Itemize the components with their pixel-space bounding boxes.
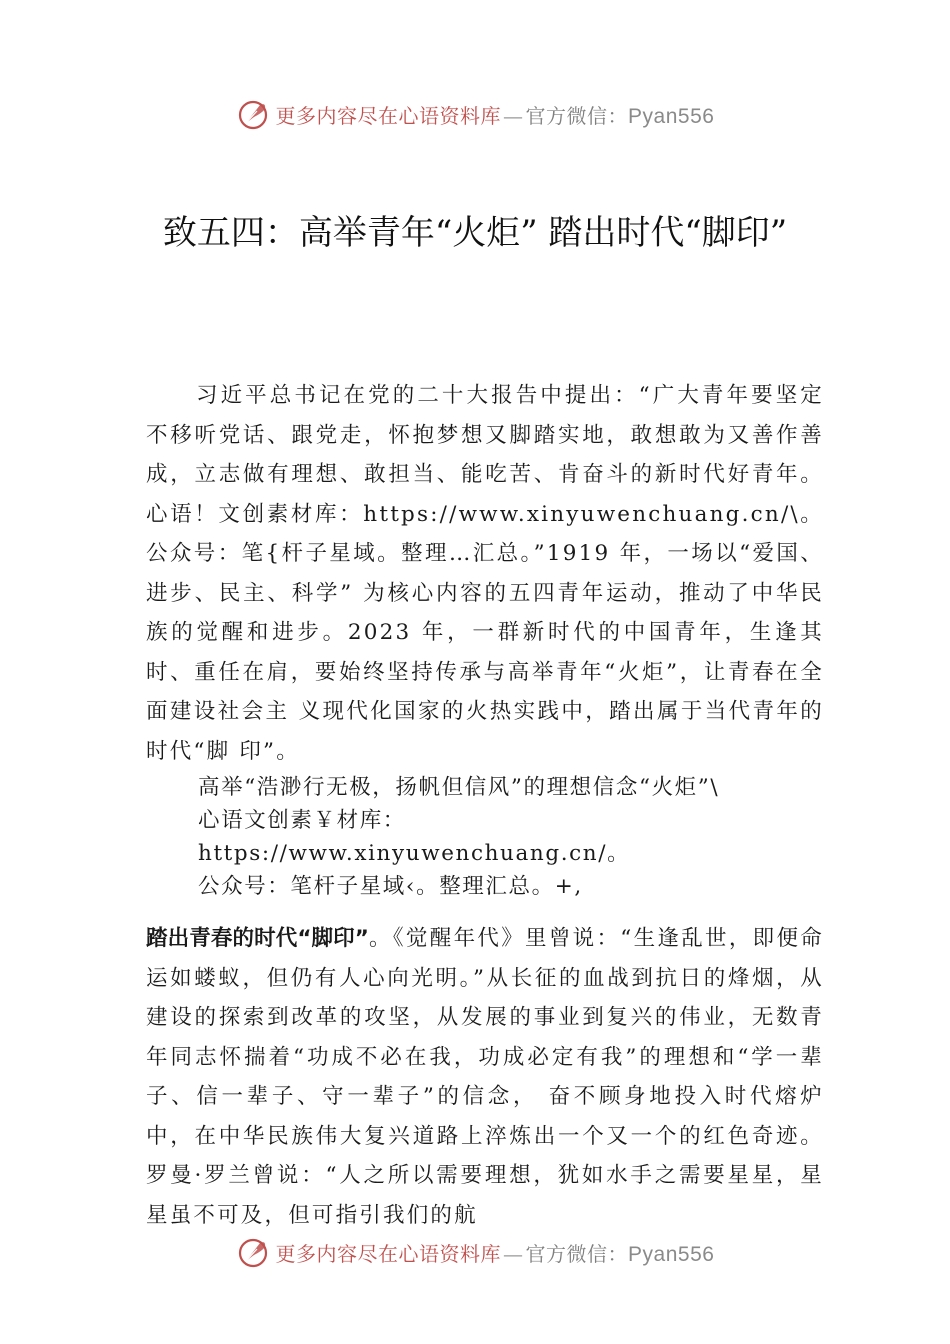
paragraph-second-body: 。《觉醒年代》里曾说：“生逢乱世，即便命运如蝼蚁，但仍有人心向光明。”从长征的血战到抗日的烽烟，从建设的探索到改革的攻坚，从发展的事业到复兴的伟业，无数青年同志怀揣着“功成不必在我，功成必定有我”的理想和“学一辈子、信一辈子、守一辈子”的信念， 奋不顾身地投入时代熔炉中，在中华民族伟大复兴道路上淬炼出一个又一个的红色奇迹。罗曼·罗兰曾说：“人之所以需要理想，犹如水手之需要星星，星星虽不可及，但可指引我们的航 bbox=[146, 926, 825, 1228]
quote-line-2: 心语文创素￥材库：https://www.xinyuwenchuang.cn/。 bbox=[198, 808, 631, 866]
document-body bbox=[146, 376, 824, 1235]
footer-banner bbox=[0, 1230, 950, 1274]
banner-dash: — bbox=[503, 103, 524, 128]
paragraph-second-lead: 踏出青春的时代“脚印” bbox=[146, 926, 369, 951]
spacer bbox=[146, 903, 824, 919]
quill-circle-icon bbox=[236, 96, 272, 132]
banner-dash: — bbox=[503, 1241, 524, 1266]
banner-wechat-label: 官方微信： bbox=[525, 103, 629, 128]
paragraph-second bbox=[146, 919, 824, 1235]
document-title: 致五四：高举青年“火炬” 踏出时代“脚印” bbox=[162, 213, 788, 253]
quill-circle-icon bbox=[236, 1234, 272, 1270]
quote-line-3: 公众号：笔杆子星域‹。整理汇总。+, bbox=[198, 874, 583, 899]
banner-wechat-id: Pyan556 bbox=[628, 104, 715, 128]
banner-site-name: 更多内容尽在心语资料库 bbox=[275, 1241, 502, 1266]
quote-line-1: 高举“浩渺行无极，扬帆但信风”的理想信念“火炬”\ bbox=[198, 775, 720, 800]
banner-site-name: 更多内容尽在心语资料库 bbox=[275, 103, 502, 128]
paragraph-intro: 习近平总书记在党的二十大报告中提出：“广大青年要坚定不移听党话、跟党走，怀抱梦想又脚踏实地，敢想敢为又善作善成，立志做有理想、敢担当、能吃苦、肯奋斗的新时代好青年。心语！文创素材库：https://www.xinyuwenchuang.cn/\。公众号：笔{杆子星域。整理…汇总。”1919 年，一场以“爱国、进步、民主、科学” 为核心内容的五四青年运动，推动了中华民族的觉醒和进步。2023 年，一群新时代的中国青年，生逢其时、重任在肩，要始终坚持传承与高举青年“火炬”，让青春在全面建设社会主 义现代化国家的火热实践中，踏出属于当代青年的时代“脚 印”。 bbox=[146, 383, 824, 764]
banner-text bbox=[276, 1238, 715, 1267]
banner-wechat-id: Pyan556 bbox=[628, 1242, 715, 1266]
banner-text bbox=[276, 100, 715, 129]
banner-wechat-label: 官方微信： bbox=[525, 1241, 629, 1266]
header-banner bbox=[0, 92, 950, 136]
